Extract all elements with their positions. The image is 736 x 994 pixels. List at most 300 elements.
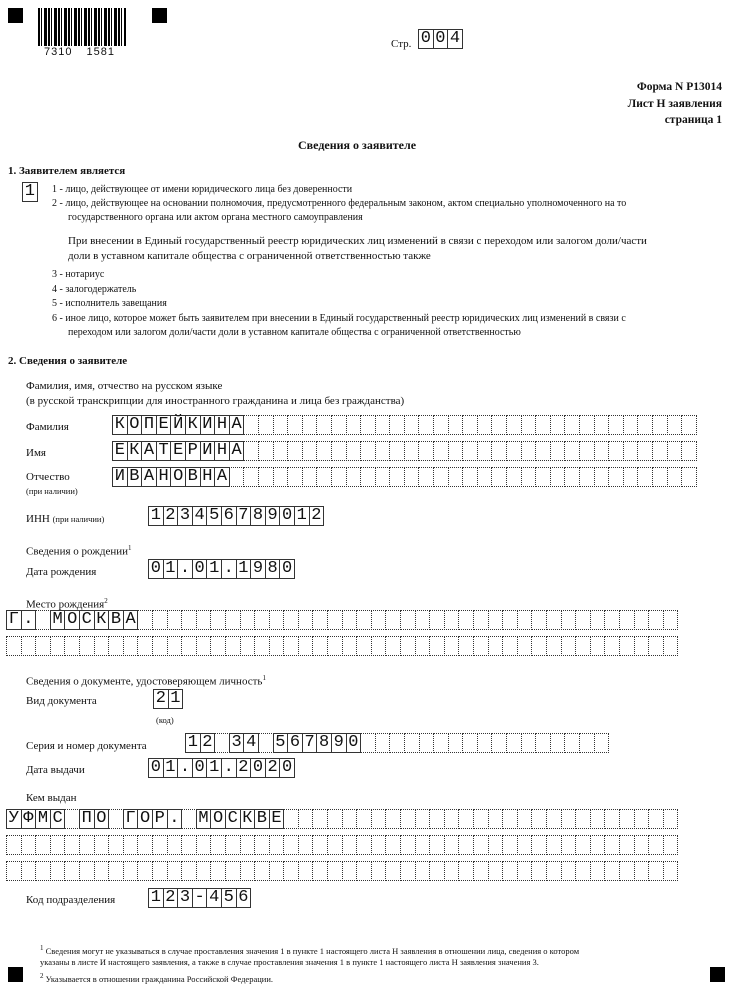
char-cell: Н — [200, 467, 216, 487]
char-cell — [448, 733, 464, 753]
inn-label: ИНН (при наличии) — [26, 513, 105, 525]
char-cell: А — [141, 441, 157, 461]
page-number-field — [418, 29, 462, 49]
char-cell — [448, 467, 464, 487]
char-cell — [273, 467, 289, 487]
char-cell — [433, 415, 449, 435]
char-cell: Н — [214, 415, 230, 435]
corner-marker-bottom-left — [8, 967, 23, 982]
char-cell — [535, 733, 551, 753]
char-cell — [302, 441, 318, 461]
section2-title: 2. Сведения о заявителе — [8, 355, 128, 367]
char-cell: . — [221, 758, 237, 778]
char-cell — [181, 835, 197, 855]
char-cell — [488, 809, 504, 829]
char-cell — [531, 809, 547, 829]
char-cell — [400, 610, 416, 630]
char-cell — [254, 835, 270, 855]
char-cell — [648, 610, 664, 630]
char-cell: В — [108, 610, 124, 630]
char-cell — [418, 415, 434, 435]
char-cell: 0 — [433, 29, 449, 49]
char-cell: А — [141, 467, 157, 487]
char-cell: П — [141, 415, 157, 435]
char-cell — [152, 636, 168, 656]
char-cell — [652, 441, 668, 461]
char-cell — [258, 467, 274, 487]
char-cell — [331, 467, 347, 487]
char-cell — [561, 809, 577, 829]
char-cell — [415, 610, 431, 630]
char-cell — [429, 861, 445, 881]
char-cell: 1 — [206, 758, 222, 778]
char-cell: 2 — [200, 733, 216, 753]
char-cell — [375, 733, 391, 753]
char-cell — [531, 636, 547, 656]
char-cell: 7 — [236, 506, 252, 526]
char-cell — [269, 636, 285, 656]
char-cell — [269, 835, 285, 855]
char-cell — [240, 835, 256, 855]
char-cell — [298, 861, 314, 881]
char-cell — [356, 809, 372, 829]
char-cell — [594, 415, 610, 435]
char-cell — [35, 610, 51, 630]
char-cell: . — [221, 559, 237, 579]
char-cell — [517, 636, 533, 656]
char-cell — [462, 441, 478, 461]
char-cell: 4 — [192, 506, 208, 526]
applicant-type-field[interactable] — [22, 182, 37, 202]
char-cell — [371, 835, 387, 855]
char-cell: О — [137, 809, 153, 829]
char-cell — [444, 610, 460, 630]
char-cell — [608, 467, 624, 487]
char-cell — [346, 415, 362, 435]
char-cell — [312, 809, 328, 829]
char-cell — [473, 835, 489, 855]
char-cell: К — [94, 610, 110, 630]
dept-code-label: Код подразделения — [26, 894, 116, 906]
char-cell — [521, 441, 537, 461]
char-cell — [579, 467, 595, 487]
char-cell — [298, 636, 314, 656]
char-cell — [331, 415, 347, 435]
char-cell — [375, 441, 391, 461]
char-cell — [360, 415, 376, 435]
char-cell — [590, 636, 606, 656]
char-cell — [561, 636, 577, 656]
char-cell: В — [185, 467, 201, 487]
char-cell — [210, 861, 226, 881]
char-cell — [327, 610, 343, 630]
sheet-title: Лист Н заявления — [627, 98, 722, 110]
footnote-1-line2: указаны в листе И настоящего заявления, а также в случае проставления значения 1 в пункте 1 настоящего листа Н заявления значения 3. — [40, 957, 539, 967]
char-cell — [287, 441, 303, 461]
option-6-line1: 6 - иное лицо, которое может быть заявителем при внесении в Единый государственный реестр юридических лиц изменений в связи с — [52, 313, 626, 324]
birth-place-label: Место рождения$^2$ — [26, 597, 108, 611]
char-cell — [181, 809, 197, 829]
char-cell: Е — [112, 441, 128, 461]
char-cell — [488, 861, 504, 881]
char-cell — [531, 835, 547, 855]
char-cell — [331, 441, 347, 461]
char-cell — [521, 733, 537, 753]
char-cell — [283, 636, 299, 656]
char-cell: 0 — [279, 559, 295, 579]
char-cell — [225, 636, 241, 656]
char-cell — [546, 636, 562, 656]
char-cell — [283, 610, 299, 630]
char-cell — [491, 441, 507, 461]
char-cell — [389, 441, 405, 461]
char-cell — [254, 636, 270, 656]
char-cell — [608, 415, 624, 435]
char-cell — [637, 415, 653, 435]
char-cell — [342, 861, 358, 881]
page-title: Сведения о заявителе — [298, 138, 417, 152]
char-cell: О — [210, 809, 226, 829]
char-cell — [21, 835, 37, 855]
char-cell — [663, 636, 679, 656]
char-cell — [243, 415, 259, 435]
char-cell — [546, 610, 562, 630]
dept-code-field[interactable] — [148, 888, 250, 908]
char-cell — [458, 861, 474, 881]
char-cell — [604, 636, 620, 656]
char-cell — [21, 636, 37, 656]
char-cell: - — [192, 888, 208, 908]
birth-date-label: Дата рождения — [26, 566, 97, 578]
char-cell — [623, 415, 639, 435]
birth-date-field[interactable] — [148, 559, 294, 579]
birth-place-field-line2[interactable] — [6, 636, 677, 656]
corner-marker-top-right — [152, 8, 167, 23]
char-cell — [298, 809, 314, 829]
char-cell — [258, 415, 274, 435]
char-cell — [473, 636, 489, 656]
char-cell: 2 — [236, 758, 252, 778]
char-cell — [94, 636, 110, 656]
char-cell — [312, 636, 328, 656]
char-cell — [64, 861, 80, 881]
char-cell — [327, 636, 343, 656]
char-cell — [108, 636, 124, 656]
char-cell — [681, 441, 697, 461]
char-cell — [64, 636, 80, 656]
char-cell: 8 — [316, 733, 332, 753]
issue-date-label: Дата выдачи — [26, 764, 85, 776]
char-cell — [79, 835, 95, 855]
char-cell — [385, 636, 401, 656]
doc-type-field[interactable] — [153, 689, 182, 709]
char-cell — [550, 441, 566, 461]
char-cell — [287, 415, 303, 435]
surname-label: Фамилия — [26, 421, 69, 433]
name-field[interactable] — [112, 441, 696, 461]
char-cell — [561, 610, 577, 630]
char-cell: 7 — [302, 733, 318, 753]
char-cell — [243, 467, 259, 487]
char-cell: 6 — [287, 733, 303, 753]
char-cell — [298, 835, 314, 855]
char-cell — [302, 415, 318, 435]
char-cell: 1 — [148, 888, 164, 908]
char-cell — [356, 835, 372, 855]
char-cell — [229, 467, 245, 487]
birth-place-field-line1[interactable] — [6, 610, 677, 630]
char-cell — [316, 441, 332, 461]
char-cell — [225, 861, 241, 881]
char-cell — [491, 467, 507, 487]
char-cell — [258, 733, 274, 753]
char-cell: 9 — [250, 559, 266, 579]
inn-field[interactable] — [148, 506, 323, 526]
char-cell — [108, 835, 124, 855]
char-cell — [546, 809, 562, 829]
char-cell: Е — [156, 415, 172, 435]
surname-field[interactable] — [112, 415, 696, 435]
char-cell — [594, 441, 610, 461]
char-cell — [327, 835, 343, 855]
char-cell — [6, 861, 22, 881]
char-cell — [444, 835, 460, 855]
char-cell — [389, 467, 405, 487]
char-cell — [389, 733, 405, 753]
char-cell — [619, 861, 635, 881]
char-cell: О — [170, 467, 186, 487]
char-cell — [240, 636, 256, 656]
char-cell: 4 — [447, 29, 463, 49]
char-cell: 9 — [331, 733, 347, 753]
char-cell — [561, 861, 577, 881]
char-cell — [404, 733, 420, 753]
char-cell — [400, 809, 416, 829]
char-cell: 5 — [273, 733, 289, 753]
char-cell — [400, 861, 416, 881]
char-cell — [488, 610, 504, 630]
char-cell: С — [79, 610, 95, 630]
char-cell: 0 — [279, 758, 295, 778]
char-cell — [575, 809, 591, 829]
char-cell: 0 — [192, 758, 208, 778]
char-cell — [590, 835, 606, 855]
char-cell: 0 — [418, 29, 434, 49]
char-cell: 5 — [221, 888, 237, 908]
issued-by-field-line1[interactable] — [6, 809, 677, 829]
char-cell — [663, 835, 679, 855]
char-cell — [575, 835, 591, 855]
fio-header-line2: (в русской транскрипции для иностранного гражданина и лица без гражданства) — [26, 395, 405, 407]
note-line1: При внесении в Единый государственный реестр юридических лиц изменений в связи с переходом или залогом доли/части — [68, 235, 647, 247]
char-cell — [502, 835, 518, 855]
char-cell — [312, 835, 328, 855]
char-cell — [404, 441, 420, 461]
char-cell — [400, 636, 416, 656]
char-cell: М — [35, 809, 51, 829]
char-cell — [137, 835, 153, 855]
char-cell — [579, 733, 595, 753]
char-cell: 2 — [153, 689, 169, 709]
char-cell — [462, 733, 478, 753]
char-cell — [575, 861, 591, 881]
char-cell — [634, 861, 650, 881]
char-cell: Р — [152, 809, 168, 829]
char-cell — [473, 861, 489, 881]
option-2-line2: государственного органа или актом органа местного самоуправления — [68, 212, 363, 223]
char-cell — [360, 467, 376, 487]
patronymic-note: (при наличии) — [26, 486, 78, 496]
char-cell — [240, 610, 256, 630]
char-cell — [546, 861, 562, 881]
char-cell — [579, 441, 595, 461]
char-cell: 6 — [236, 888, 252, 908]
char-cell — [535, 415, 551, 435]
char-cell: Г — [123, 809, 139, 829]
char-cell: О — [94, 809, 110, 829]
char-cell — [488, 835, 504, 855]
char-cell — [342, 835, 358, 855]
char-cell — [604, 809, 620, 829]
char-cell — [225, 610, 241, 630]
char-cell — [50, 636, 66, 656]
char-cell — [590, 861, 606, 881]
char-cell — [637, 441, 653, 461]
char-cell — [327, 809, 343, 829]
char-cell — [375, 467, 391, 487]
birth-header: Сведения о рождении$^1$ — [26, 544, 132, 558]
char-cell: 2 — [163, 888, 179, 908]
char-cell — [648, 835, 664, 855]
issue-date-field[interactable] — [148, 758, 294, 778]
char-cell — [477, 441, 493, 461]
page-label: Стр. — [391, 38, 412, 50]
doc-series-label: Серия и номер документа — [26, 740, 147, 752]
char-cell — [385, 835, 401, 855]
char-cell: А — [123, 610, 139, 630]
char-cell — [243, 441, 259, 461]
char-cell — [181, 610, 197, 630]
char-cell — [506, 415, 522, 435]
char-cell: 1 — [22, 182, 38, 202]
char-cell — [429, 610, 445, 630]
char-cell — [404, 467, 420, 487]
char-cell: 0 — [148, 559, 164, 579]
char-cell — [342, 636, 358, 656]
char-cell — [302, 467, 318, 487]
char-cell: С — [50, 809, 66, 829]
char-cell — [137, 861, 153, 881]
char-cell — [152, 835, 168, 855]
char-cell — [312, 861, 328, 881]
char-cell: . — [177, 559, 193, 579]
char-cell — [458, 809, 474, 829]
char-cell: Т — [156, 441, 172, 461]
char-cell: 4 — [206, 888, 222, 908]
char-cell — [604, 861, 620, 881]
char-cell: 1 — [148, 506, 164, 526]
char-cell — [418, 467, 434, 487]
char-cell — [214, 733, 230, 753]
option-2-line1: 2 - лицо, действующее на основании полномочия, предусмотренного федеральным законом, актом специально уполномоченного на то — [52, 198, 627, 209]
doc-series-field[interactable] — [185, 733, 608, 753]
char-cell — [550, 415, 566, 435]
char-cell: 5 — [206, 506, 222, 526]
char-cell: 8 — [265, 559, 281, 579]
char-cell: 0 — [279, 506, 295, 526]
char-cell — [444, 809, 460, 829]
char-cell: 2 — [163, 506, 179, 526]
char-cell — [448, 441, 464, 461]
char-cell — [473, 610, 489, 630]
char-cell — [648, 809, 664, 829]
char-cell — [491, 733, 507, 753]
char-cell: 3 — [177, 506, 193, 526]
char-cell: И — [200, 441, 216, 461]
char-cell — [433, 733, 449, 753]
char-cell — [488, 636, 504, 656]
char-cell — [342, 610, 358, 630]
name-label: Имя — [26, 447, 46, 459]
char-cell: . — [167, 809, 183, 829]
char-cell — [502, 636, 518, 656]
char-cell: К — [127, 441, 143, 461]
char-cell — [94, 835, 110, 855]
char-cell — [360, 441, 376, 461]
doc-type-note: (код) — [156, 715, 174, 725]
char-cell — [108, 861, 124, 881]
issued-by-field-line2[interactable] — [6, 835, 677, 855]
char-cell: 4 — [243, 733, 259, 753]
char-cell — [35, 835, 51, 855]
char-cell — [458, 636, 474, 656]
patronymic-field[interactable] — [112, 467, 696, 487]
char-cell: 9 — [265, 506, 281, 526]
char-cell: Е — [170, 441, 186, 461]
char-cell — [389, 415, 405, 435]
char-cell: А — [229, 441, 245, 461]
issued-by-field-line3[interactable] — [6, 861, 677, 881]
char-cell — [273, 441, 289, 461]
char-cell — [152, 861, 168, 881]
char-cell — [419, 733, 435, 753]
char-cell: 1 — [236, 559, 252, 579]
char-cell — [346, 467, 362, 487]
char-cell — [535, 467, 551, 487]
char-cell: Ф — [21, 809, 37, 829]
char-cell — [79, 861, 95, 881]
char-cell: Р — [185, 441, 201, 461]
char-cell — [531, 861, 547, 881]
char-cell: 8 — [250, 506, 266, 526]
char-cell — [546, 835, 562, 855]
doc-header: Сведения о документе, удостоверяющем личность$^1$ — [26, 674, 266, 688]
char-cell — [429, 636, 445, 656]
char-cell: К — [185, 415, 201, 435]
char-cell: . — [177, 758, 193, 778]
char-cell: М — [50, 610, 66, 630]
char-cell — [356, 861, 372, 881]
char-cell — [648, 861, 664, 881]
char-cell — [346, 441, 362, 461]
char-cell — [269, 610, 285, 630]
char-cell — [385, 610, 401, 630]
footnote-2: $^2$ Указывается в отношении гражданина Российской Федерации. — [40, 972, 273, 984]
char-cell — [181, 861, 197, 881]
char-cell — [517, 861, 533, 881]
doc-type-label: Вид документа — [26, 695, 97, 707]
char-cell — [667, 415, 683, 435]
